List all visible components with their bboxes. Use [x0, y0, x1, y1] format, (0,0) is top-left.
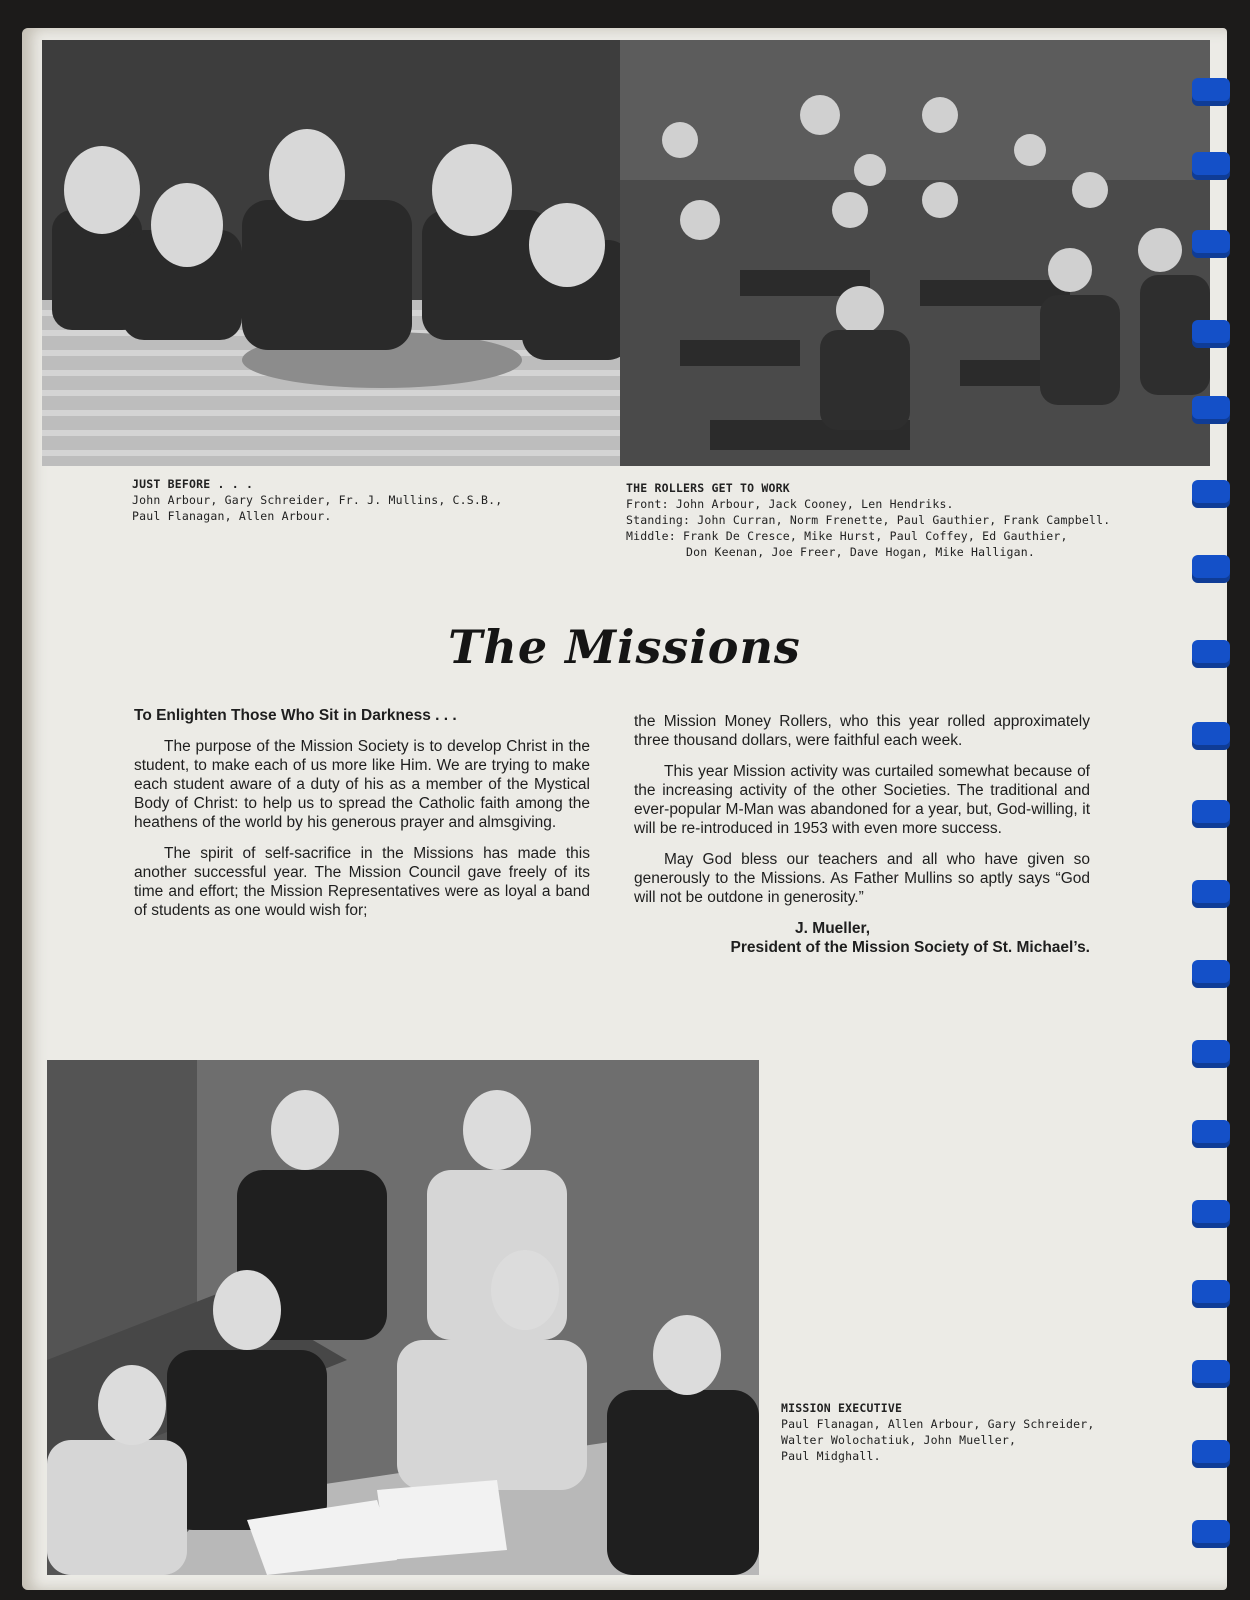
- caption-executive: [781, 1400, 1094, 1464]
- signature-name: J. Mueller,: [795, 920, 870, 937]
- caption-line: Middle: Frank De Cresce, Mike Hurst, Paul Coffey, Ed Gauthier,: [626, 529, 1068, 543]
- signature-title: President of the Mission Society of St. Michael’s.: [730, 939, 1090, 956]
- caption-just-before: [132, 476, 502, 524]
- article-paragraph: The spirit of self-sacrifice in the Missions has made this another successful year. The Mission Council gave freely of its time and effort; the Mission Representatives were as loyal a band of students as one would wish for;: [134, 845, 590, 919]
- binding-coil: [1192, 960, 1230, 988]
- binding-coil: [1192, 320, 1230, 348]
- binding-coil: [1192, 152, 1230, 180]
- photo-rollers: [620, 40, 1210, 466]
- article-paragraph: the Mission Money Rollers, who this year rolled approximately three thousand dollars, were faithful each week.: [634, 713, 1090, 749]
- caption-rollers: [626, 480, 1110, 560]
- binding-coil: [1192, 800, 1230, 828]
- signature: [634, 919, 1090, 957]
- binding-coil: [1192, 722, 1230, 750]
- binding-coil: [1192, 1120, 1230, 1148]
- article-heading: The Missions: [448, 620, 801, 674]
- caption-line: Don Keenan, Joe Freer, Dave Hogan, Mike Halligan.: [686, 545, 1036, 559]
- binding-coil: [1192, 640, 1230, 668]
- binding-coil: [1192, 1360, 1230, 1388]
- caption-title: JUST BEFORE . . .: [132, 477, 254, 491]
- caption-line: Front: John Arbour, Jack Cooney, Len Hendriks.: [626, 497, 954, 511]
- article-subheading: To Enlighten Those Who Sit in Darkness . . .: [134, 707, 457, 724]
- article-column-right: [634, 712, 1090, 957]
- article-column-left: [134, 706, 590, 932]
- binding-coil: [1192, 396, 1230, 424]
- binding-coil: [1192, 1520, 1230, 1548]
- binding-coil: [1192, 1440, 1230, 1468]
- caption-line: Paul Midghall.: [781, 1449, 881, 1463]
- caption-line: John Arbour, Gary Schreider, Fr. J. Mullins, C.S.B.,: [132, 493, 503, 507]
- binding-coil: [1192, 880, 1230, 908]
- caption-line: Walter Wolochatiuk, John Mueller,: [781, 1433, 1017, 1447]
- photo-executive: [47, 1060, 759, 1575]
- yearbook-page: [22, 28, 1227, 1590]
- photo-just-before: [42, 40, 627, 466]
- caption-line: Paul Flanagan, Allen Arbour, Gary Schreider,: [781, 1417, 1095, 1431]
- article-paragraph: This year Mission activity was curtailed somewhat because of the increasing activity of the other Societies. The traditional and ever-popular M-Man was abandoned for a year, but, God-willing, it will be re-introduced in 1953 with even more success.: [634, 763, 1090, 837]
- caption-title: MISSION EXECUTIVE: [781, 1401, 903, 1415]
- binding-coil: [1192, 555, 1230, 583]
- caption-line: Standing: John Curran, Norm Frenette, Paul Gauthier, Frank Campbell.: [626, 513, 1111, 527]
- article-paragraph: May God bless our teachers and all who have given so generously to the Missions. As Father Mullins so aptly says “God will not be outdone in generosity.”: [634, 851, 1090, 906]
- binding-coil: [1192, 1040, 1230, 1068]
- caption-title: THE ROLLERS GET TO WORK: [626, 481, 790, 495]
- binding-coil: [1192, 1200, 1230, 1228]
- binding-coil: [1192, 230, 1230, 258]
- binding-coil: [1192, 480, 1230, 508]
- binding-coil: [1192, 1280, 1230, 1308]
- binding-coil: [1192, 78, 1230, 106]
- caption-line: Paul Flanagan, Allen Arbour.: [132, 509, 332, 523]
- article-paragraph: The purpose of the Mission Society is to develop Christ in the student, to make each of us more like Him. We are trying to make each student aware of a duty of his as a member of the Mystical Body of Christ: to help us to spread the Catholic faith among the heathens of the world by his generous prayer and almsgiving.: [134, 738, 590, 831]
